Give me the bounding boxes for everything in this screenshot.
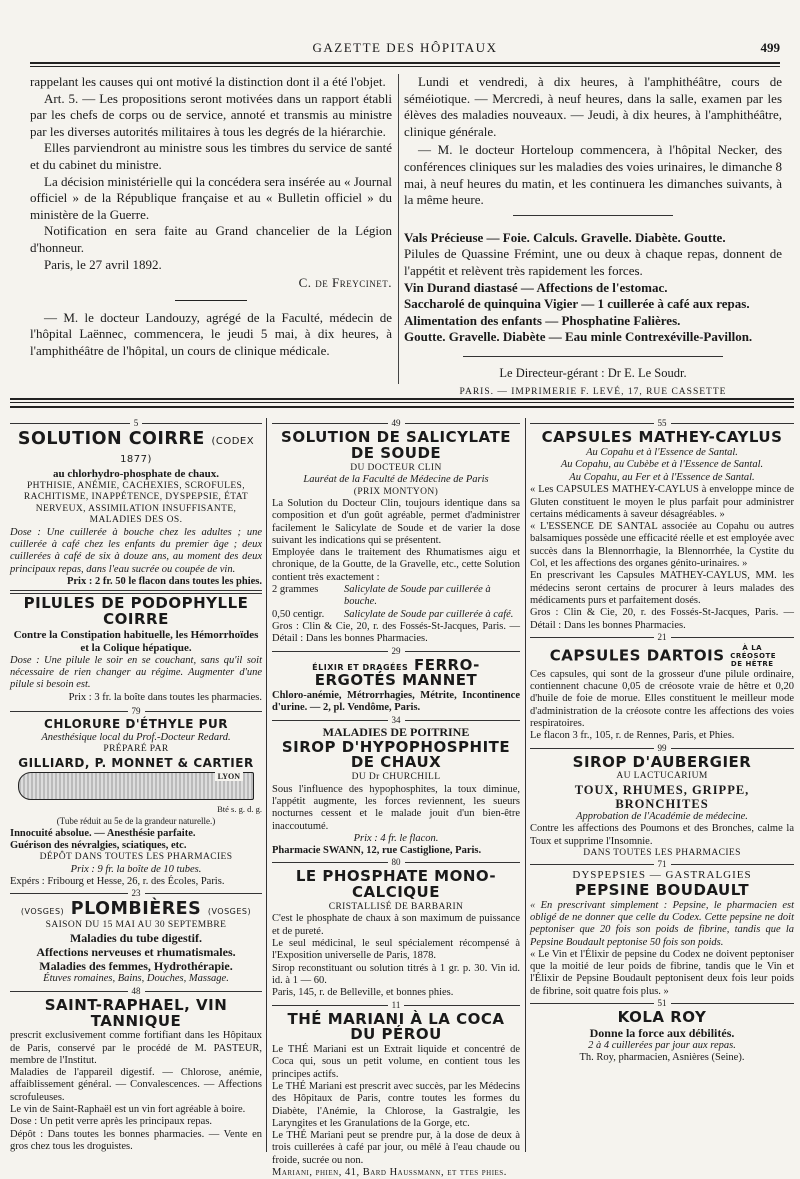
ad-number: 21: [530, 632, 794, 643]
ad-sirop-hypophosphite: [272, 715, 520, 858]
ad-depot: DANS TOUTES LES PHARMACIES: [583, 847, 741, 858]
ad-body: prescrit exclusivement comme fortifiant dans les Hôpitaux de Paris, conservé par le procédé de M. PASTEUR, membre de l'Institut.: [10, 1030, 262, 1066]
ad-subtitle: au chlorhydro-phosphate de chaux.: [52, 467, 220, 480]
dose-qty: 0,50 centigr.: [272, 608, 325, 620]
ad-number: 29: [272, 646, 520, 657]
ad-title: SOLUTION DE SALICYLATE DE SOUDE: [281, 428, 511, 462]
ad-body: En prescrivant les Capsules MATHEY-CAYLUS, MM. les médecins seront certains de procurer à leurs malades des médicaments purs et parfaitement dosés.: [530, 570, 794, 606]
ad-title: (VOSGES) PLOMBIÈRES (VOSGES): [20, 899, 252, 920]
ad-body: Contre les affections des Poumons et des Bronches, calme la Toux et supprime l'Insomnie.: [530, 823, 794, 847]
ad-line: Maladies des femmes, Hydrothérapie.: [39, 959, 233, 974]
ad-variant: Au Copahu, au Fer et à l'Essence de Santal.: [569, 471, 755, 483]
ad-address: Expérs : Fribourg et Hesse, 26, r. des Écoles, Paris.: [10, 876, 225, 888]
short-ads: [404, 230, 782, 346]
ad-address: Mariani, phien, 41, Bard Haussmann, et ttes phies.: [272, 1166, 507, 1178]
ad-number: 48: [10, 986, 262, 997]
header-rule: [30, 62, 780, 67]
ad-pre: DYSPEPSIES — GASTRALGIES: [572, 869, 752, 882]
ad-subtitle: DU Dr CHURCHILL: [351, 772, 441, 783]
ad-title: LE PHOSPHATE MONO-CALCIQUE: [295, 867, 497, 902]
ad-capsules-dartois: [530, 632, 794, 743]
ad-price: Le flacon 3 fr., 105, r. de Rennes, Paris, et Phies.: [530, 730, 735, 742]
ad-pre: MALADIES DE POITRINE: [322, 724, 470, 739]
ad-dose: Dose : Une pilule le soir en se couchant, sans qu'il soit nécessaire de rien changer au régime. Augmenter d'une pilule si besoin est.: [10, 654, 262, 691]
ad-line: TOUX, RHUMES, GRIPPE, BRONCHITES: [574, 782, 750, 811]
dose-desc: Salicylate de Soude par cuillerée à café.: [344, 608, 514, 620]
ad-title: ÉLIXIR ET DRAGÉES FERRO-ERGOTÉS MANNET: [312, 655, 480, 690]
ad-plombieres: [10, 888, 262, 985]
ad-sirop-aubergier: [530, 743, 794, 860]
column-divider: [266, 418, 267, 1152]
paragraph: Notification en sera faite au Grand chancelier de la Légion d'honneur.: [30, 223, 392, 255]
ad-line: Maladies du tube digestif.: [69, 931, 202, 946]
ad-line: Affections nerveuses et rhumatismales.: [36, 945, 236, 960]
ad-depot: Dépôt : Dans toutes les bonnes pharmacies. — Vente en gros chez tous les droguistes.: [10, 1128, 262, 1152]
ad-pepsine-boudault: [530, 859, 794, 998]
ad-title: KOLA ROY: [617, 1008, 707, 1027]
ad-body: Le vin de Saint-Raphaël est un vin fort agréable à boire.: [10, 1104, 246, 1116]
table-row: [272, 584, 520, 609]
journal-title: GAZETTE DES HÔPITAUX: [312, 40, 498, 55]
ad-number: 49: [272, 418, 520, 429]
ad-title: SIROP D'AUBERGIER: [572, 752, 752, 771]
ad-body: « Le Vin et l'Élixir de pepsine du Codex ne doivent peptoniser que la moitié de leur poids de fibrine, tandis que le Vin et l'Élixir de Pepsine Boudault peptonisent deux fois leur poids de fibrine, soit quatre fois plus. »: [530, 948, 794, 997]
column-divider: [525, 418, 526, 1152]
ad-number: 80: [272, 857, 520, 868]
ad-dose: Dose : Un petit verre après les principaux repas.: [10, 1116, 213, 1128]
gerant-line: Le Directeur-gérant : Dr E. Le Soudr.: [499, 365, 687, 380]
ad-number: 34: [272, 715, 520, 726]
ad-prep: PRÉPARÉ PAR: [103, 744, 169, 755]
ad-chlorure-ethyle: [10, 706, 262, 888]
divider: [513, 215, 673, 216]
ad-subtitle: CRISTALLISÉ DE BARBARIN: [328, 901, 464, 912]
printer-line: PARIS. — IMPRIMERIE F. LEVÉ, 17, RUE CASSETTE: [459, 386, 727, 397]
ad-laureat: Lauréat de la Faculté de Médecine de Paris: [303, 474, 489, 485]
ad-subtitle: AU LACTUCARIUM: [616, 771, 708, 782]
divider: [463, 356, 723, 357]
ad-title: SAINT-RAPHAEL, VIN TANNIQUE: [44, 995, 228, 1030]
ad-column-1: [10, 418, 262, 1152]
ad-subtitle: DU DOCTEUR CLIN: [350, 462, 442, 473]
ad-subtitle: Contre la Constipation habituelle, les Hémorrhoïdes et la Colique hépatique.: [13, 628, 259, 654]
ad-subtitle: Donne la force aux débilités.: [589, 1025, 735, 1040]
ad-vals: Vals Précieuse — Foie. Calculs. Gravelle. Diabète. Goutte.: [404, 229, 726, 245]
ad-dose: Dose : Une cuillerée à bouche chez les adultes ; une cuillerée à café chez les enfants du premier âge ; deux cuillerées à café de six à douze ans, au moment des deux principaux repas, dans l'eau sucrée ou coupée de vin.: [10, 526, 262, 575]
dose-qty: 2 grammes: [272, 584, 319, 596]
ad-title: CHLORURE D'ÉTHYLE PUR: [44, 716, 228, 731]
ad-body: Le THÉ Mariani est un Extrait liquide et concentré de Coca qui, sous un petit volume, en contient tous les principes actifs.: [272, 1044, 520, 1080]
ad-price: Prix : 4 fr. le flacon.: [353, 832, 439, 844]
ad-prize: (PRIX MONTYON): [353, 486, 439, 497]
ad-line: Approbation de l'Académie de médecine.: [576, 810, 748, 822]
ad-body: « En prescrivant simplement : Pepsine, le pharmacien est obligé de ne donner que celle du Codex. Cette pepsine ne doit peptoniser que 20 fois son poids de fibrine, tandis que la Pepsine Boudault peptonise 50 fois son poids.: [530, 899, 794, 948]
ad-address: Gros : Clin & Cie, 20, r. des Fossés-St-Jacques, Paris. — Détail : Dans les bonnes Pharmacies.: [272, 620, 520, 645]
ad-number: 79: [10, 706, 262, 717]
ad-subtitle: Anesthésique local du Prof.-Docteur Redard.: [41, 731, 231, 743]
ad-column-3: [530, 418, 794, 1152]
ad-the-mariani: [272, 1000, 520, 1179]
ad-vigier: Saccharolé de quinquina Vigier — 1 cuillerée à café aux repas.: [404, 296, 750, 312]
horteloup-notice: — M. le docteur Horteloup commencera, à l'hôpital Necker, des conférences cliniques sur les maladies des voies urinaires, le dimanche 8 mai, à neuf heures du matin, et les continuera les dimanches suivants, à la même heure.: [404, 142, 782, 208]
tube-illustration: [18, 772, 254, 800]
ad-title: PEPSINE BOUDAULT: [574, 880, 750, 899]
ad-variant: Au Copahu, au Cubèbe et à l'Essence de Santal.: [560, 459, 764, 471]
ads-top-rule: [10, 398, 794, 403]
ad-body: Sous l'influence des hypophosphites, la toux diminue, l'appétit augmente, les forces reviennent, les sueurs nocturnes cessent et le malade jouit d'un bien-être inaccoutumé.: [272, 783, 520, 832]
ad-price: Prix : 2 fr. 50 le flacon dans toutes les phies.: [66, 575, 262, 587]
ad-quassine: Pilules de Quassine Frémint, une ou deux à chaque repas, donnent de l'appétit et relèvent très rapidement les forces.: [404, 246, 782, 278]
ad-address: Pharmacie SWANN, 12, rue Castiglione, Paris.: [272, 845, 482, 857]
ad-number: 99: [530, 743, 794, 754]
ad-maker: GILLIARD, P. MONNET & CARTIER: [18, 755, 254, 770]
ad-title: CAPSULES DARTOIS À LA CRÉOSOTE DE HÊTRE: [549, 643, 777, 668]
ad-line: Étuves romaines, Bains, Douches, Massage.: [43, 973, 229, 985]
ad-solution-coirre: [10, 418, 262, 588]
ad-indications: PHTHISIE, ANÉMIE, CACHEXIES, SCROFULES, RACHITISME, INAPPÉTENCE, DYSPEPSIE, ÉTAT NERVEUX, ASSIMILATION INSUFFISANTE, MALADIES DES OS.: [23, 480, 249, 526]
ad-address: Gros : Clin & Cie, 20, r. des Fossés-St-Jacques, Paris. — Détail : Dans les bonnes Pharmacies.: [530, 607, 794, 631]
landouzy-notice: — M. le docteur Landouzy, agrégé de la Faculté, médecin de l'hôpital Laënnec, commencera, le jeudi 5 mai, à dix heures, à l'amphithéâtre de l'hôpital, un cours de clinique médicale.: [30, 309, 392, 358]
ad-title: CAPSULES MATHEY-CAYLUS: [541, 428, 783, 446]
ad-body: Le THÉ Mariani est prescrit avec succès, par les Médecins des Hôpitaux de Paris, contre toutes les formes du Diabète, l'Anémie, la Chlorose, la Gastralgie, les Laryngites et les Granulations de la Gorge, etc.: [272, 1080, 520, 1129]
ad-line: 2 à 4 cuillerées par jour aux repas.: [588, 1039, 736, 1051]
dose-desc: Salicylate de Soude par cuillerée à bouche.: [344, 584, 491, 608]
ad-number: 51: [530, 998, 794, 1009]
ad-season: SAISON DU 15 MAI AU 30 SEPTEMBRE: [45, 919, 227, 930]
ad-price: Prix : 3 fr. la boîte dans toutes les pharmacies.: [68, 691, 262, 703]
article-5: Art. 5. — Les propositions seront motivées dans un rapport établi par les chefs de corps ou de service, annoté et transmis au ministre par les diverses autorités militaires à tous les degrés de la hiérarchie.: [30, 90, 392, 139]
ad-contrexeville: Goutte. Gravelle. Diabète — Eau minle Contrexéville-Pavillon.: [404, 329, 753, 345]
paragraph: Elles parviendront au ministre sous les timbres du service de santé et du cabinet du ministre.: [30, 140, 392, 172]
ad-number: 55: [530, 418, 794, 429]
ad-capsules-mathey-caylus: [530, 418, 794, 632]
ad-podophylle: [10, 596, 262, 704]
tube-label: LYON: [215, 772, 243, 781]
running-head: [30, 40, 780, 58]
ad-vin-durand: Vin Durand diastasé — Affections de l'estomac.: [404, 279, 668, 295]
ad-body: « Les CAPSULES MATHEY-CAYLUS à enveloppe mince de Gluten constituent le moyen le plus parfait pour administrer certains médicaments à saveur désagréables. »: [530, 484, 794, 520]
ad-salicylate: [272, 418, 520, 646]
dose-table: [272, 584, 520, 621]
page-number: 499: [760, 40, 780, 55]
ad-kola-roy: [530, 998, 794, 1064]
ad-body: « L'ESSENCE DE SANTAL associée au Copahu ou autres balsamiques possède une efficacité réelle et est employée avec succès dans la Blennorrhagie, la Blennorrhée, la Cystite du Col, et les affections des organes génito-urinaires. »: [530, 521, 794, 570]
ad-body: Ces capsules, qui sont de la grosseur d'une pilule ordinaire, contiennent chacune 0,05 de créosote vraie de hêtre et 0,20 d'huile de foie de morue. Elles constituent le meilleur mode d'administration de la créosote contre les affections des voies respiratoires.: [530, 668, 794, 729]
ad-title: PILULES DE PODOPHYLLE COIRRE: [23, 594, 249, 628]
ad-variant: Au Copahu et à l'Essence de Santal.: [586, 446, 738, 458]
ad-price: Prix : 9 fr. la boîte de 10 tubes.: [70, 863, 202, 875]
ad-body: Chloro-anémie, Métrorrhagies, Métrite, Incontinence d'urine. — 2, pl. Vendôme, Paris.: [272, 690, 520, 714]
decree-date: Paris, le 27 avril 1892.: [44, 256, 162, 272]
ad-body: Sirop reconstituant ou solution titrés à 1 gr. p. 30. Vin id. id. à 1 — 60.: [272, 962, 520, 986]
ad-line: Th. Roy, pharmacien, Asnières (Seine).: [579, 1052, 745, 1064]
ad-saint-raphael: [10, 986, 262, 1153]
ad-number: 71: [530, 859, 794, 870]
ad-column-2: [272, 418, 520, 1178]
ad-body: La Solution du Docteur Clin, toujours identique dans sa composition et d'un goût agréable, permet d'administrer facilement le Salicylate de Soude et de varier la dose suivant les indications qui se présentent.: [272, 498, 520, 546]
ad-phosphate-mono-calcique: [272, 857, 520, 999]
table-row: [272, 609, 520, 621]
advertisement-grid: [10, 418, 794, 1178]
ad-title: SOLUTION COIRRE (CODEX 1877): [17, 429, 255, 466]
ad-body: Maladies de l'appareil digestif. — Chlorose, anémie, affaiblissement général. — Convalescences. — Affections scrofuleuses.: [10, 1067, 262, 1103]
editorial-section: [30, 74, 782, 397]
tube-note: (Tube réduit au 5e de la grandeur naturelle.): [56, 816, 216, 827]
signature: C. de Freycinet.: [298, 275, 392, 291]
ad-title: SIROP D'HYPOPHOSPHITE DE CHAUX: [281, 737, 511, 772]
ad-line: Innocuité absolue. — Anesthésie parfaite.: [10, 827, 196, 839]
ad-title: THÉ MARIANI À LA COCA DU PÉROU: [287, 1009, 505, 1044]
course-schedule: Lundi et vendredi, à dix heures, à l'amphithéâtre, cours de séméiotique. — Mercredi, à neuf heures, dans la salle, examen par les élèves des maladies nouveaux. — Jeudi, à dix heures, à l'amphithéâtre, clinique générale.: [404, 74, 782, 139]
ad-number: 11: [272, 1000, 520, 1011]
ad-depot: DÉPÔT DANS TOUTES LES PHARMACIES: [39, 852, 233, 863]
ad-body: Employée dans le traitement des Rhumatismes aigu et chronique, de la Goutte, de la Gravelle, etc., cette Solution contient très exactement :: [272, 547, 520, 583]
column-divider: [398, 74, 399, 384]
ad-body: C'est le phosphate de chaux à son maximum de puissance et de pureté.: [272, 913, 520, 937]
left-column: [30, 74, 392, 360]
paragraph: rappelant les causes qui ont motivé la distinction dont il a été l'objet.: [30, 74, 386, 89]
ad-body: Le THÉ Mariani peut se prendre pur, à la dose de deux à trois cuillerées à café par jour, ou mêlé à l'eau chaude ou froide, sucrée ou non.: [272, 1130, 520, 1166]
ornament-rule: [30, 296, 392, 306]
right-column: [404, 74, 782, 400]
ad-ferro-ergotes: [272, 646, 520, 715]
paragraph: La décision ministérielle qui la concédera sera insérée au « Journal officiel » de la République française et au « Bulletin officiel » du ministère de la Guerre.: [30, 173, 392, 222]
ad-number: 23: [10, 888, 262, 899]
ad-body: Le seul médicinal, le seul spécialement récompensé à l'Exposition universelle de Paris, 1878.: [272, 938, 520, 962]
ad-number: 5: [10, 418, 262, 429]
ad-line: Guérison des névralgies, sciatiques, etc.: [10, 840, 187, 851]
patent-mark: Bté s. g. d. g.: [217, 804, 262, 815]
ads-top-rule-2: [10, 406, 794, 410]
ad-phosphatine: Alimentation des enfants — Phosphatine Falières.: [404, 312, 681, 328]
ad-address: Paris, 145, r. de Belleville, et bonnes phies.: [272, 987, 454, 999]
